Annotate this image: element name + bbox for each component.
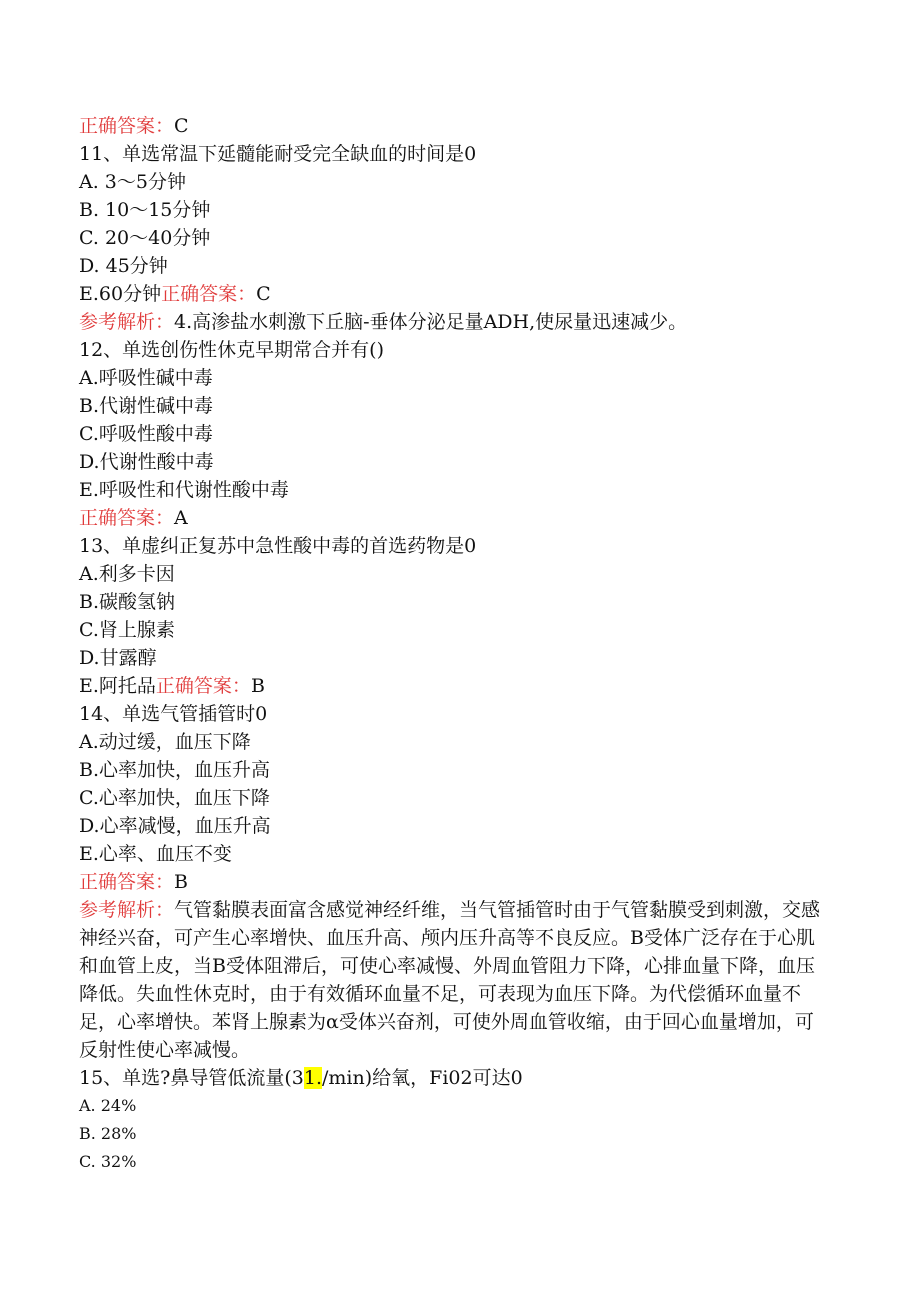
q15-option-b: B. 28% bbox=[79, 1124, 137, 1143]
q14-answer-line bbox=[79, 868, 839, 896]
answer-label: 正确答案： bbox=[79, 871, 175, 893]
answer-label: 正确答案： bbox=[79, 115, 175, 137]
q11-option-c: C. 20～40分钟 bbox=[79, 227, 211, 249]
answer-value: A bbox=[174, 507, 188, 529]
q15-option-c: C. 32% bbox=[79, 1152, 137, 1171]
q11-option-b: B. 10～15分钟 bbox=[79, 199, 211, 221]
q11-option-a: A. 3～5分钟 bbox=[79, 171, 186, 193]
q11-option-d: D. 45分钟 bbox=[79, 255, 168, 277]
q11-option-e-answer-line bbox=[79, 280, 839, 308]
q13-option-e: E.阿托品 bbox=[79, 675, 156, 697]
q13-title: 13、单虚纠正复苏中急性酸中毒的首选药物是0 bbox=[79, 535, 477, 557]
q13-option-a: A.利多卡因 bbox=[79, 563, 175, 585]
document-page bbox=[79, 112, 839, 1176]
q10-answer-line bbox=[79, 112, 839, 140]
answer-label: 正确答案： bbox=[161, 283, 257, 305]
q14-option-b: B.心率加快，血压升高 bbox=[79, 759, 271, 781]
analysis-label: 参考解析： bbox=[79, 899, 175, 921]
answer-value: B bbox=[250, 675, 265, 697]
q15-title bbox=[79, 1064, 839, 1092]
q14-option-a: A.动过缓，血压下降 bbox=[79, 731, 251, 753]
analysis-text: 气管黏膜表面富含感觉神经纤维，当气管插管时由于气管黏膜受到刺激，交感神经兴奋，可产生心率增快、血压升高、颅内压升高等不良反应。B受体广泛存在于心肌和血管上皮，当B受体阻滞后，可使心率减慢、外周血管阻力下降，心排血量下降，血压降低。失血性休克时，由于有效循环血量不足，可表现为血压下降。为代偿循环血量不足，心率增快。苯肾上腺素为α受体兴奋剂，可使外周血管收缩，由于回心血量增加，可反射性使心率减慢。 bbox=[79, 899, 821, 1061]
q12-answer-line bbox=[79, 504, 839, 532]
q13-option-e-answer-line bbox=[79, 672, 839, 700]
q14-option-c: C.心率加快，血压下降 bbox=[79, 787, 270, 809]
q13-option-d: D.甘露醇 bbox=[79, 647, 157, 669]
analysis-label: 参考解析： bbox=[79, 311, 175, 333]
answer-label: 正确答案： bbox=[79, 507, 175, 529]
answer-value: C bbox=[174, 115, 189, 137]
q12-option-c: C.呼吸性酸中毒 bbox=[79, 423, 213, 445]
answer-value: B bbox=[174, 871, 188, 893]
q11-title: 11、单选常温下延髓能耐受完全缺血的时间是0 bbox=[79, 143, 477, 165]
q15-title-highlight: 1. bbox=[303, 1067, 323, 1089]
q12-title: 12、单选创伤性休克早期常合并有() bbox=[79, 339, 385, 361]
q11-option-e: E.60分钟 bbox=[79, 283, 162, 305]
q12-option-d: D.代谢性酸中毒 bbox=[79, 451, 214, 473]
q12-option-e: E.呼吸性和代谢性酸中毒 bbox=[79, 479, 289, 501]
q15-option-a: A. 24% bbox=[79, 1096, 137, 1115]
answer-value: C bbox=[256, 283, 271, 305]
q15-title-start: 15、单选?鼻导管低流量(3 bbox=[79, 1067, 304, 1089]
q14-analysis-paragraph bbox=[79, 896, 824, 1064]
q15-title-end: /min)给氧，Fi02可达0 bbox=[322, 1067, 523, 1089]
q12-option-b: B.代谢性碱中毒 bbox=[79, 395, 214, 417]
q14-title: 14、单选气管插管时0 bbox=[79, 703, 268, 725]
q11-analysis-line bbox=[79, 308, 839, 336]
answer-label: 正确答案： bbox=[155, 675, 251, 697]
q12-option-a: A.呼吸性碱中毒 bbox=[79, 367, 213, 389]
analysis-text: 4.高渗盐水刺激下丘脑-垂体分泌足量ADH,使尿量迅速减少。 bbox=[174, 311, 688, 333]
q13-option-c: C.肾上腺素 bbox=[79, 619, 175, 641]
q14-option-e: E.心率、血压不变 bbox=[79, 843, 232, 865]
q13-option-b: B.碳酸氢钠 bbox=[79, 591, 176, 613]
q14-option-d: D.心率减慢，血压升高 bbox=[79, 815, 271, 837]
